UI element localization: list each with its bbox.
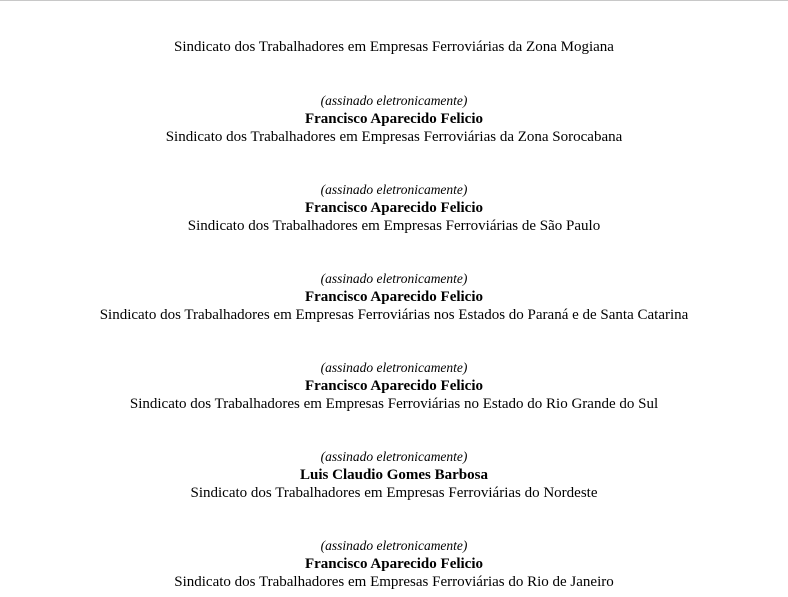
signer-name: Francisco Aparecido Felicio: [304, 289, 484, 305]
signer-name: Luis Claudio Gomes Barbosa: [300, 467, 488, 483]
top-organization: Sindicato dos Trabalhadores em Empresas Ferroviárias da Zona Mogiana: [174, 39, 614, 55]
signature-note: (assinado eletronicamente): [320, 538, 468, 553]
signer-name: Francisco Aparecido Felicio: [304, 378, 484, 394]
signer-organization: Sindicato dos Trabalhadores em Empresas Ferroviárias nos Estados do Paraná e de Santa Catarina: [99, 307, 689, 323]
signer-name: Francisco Aparecido Felicio: [304, 556, 484, 572]
signature-note: (assinado eletronicamente): [320, 93, 468, 108]
signer-organization: Sindicato dos Trabalhadores em Empresas Ferroviárias do Rio de Janeiro: [174, 574, 614, 590]
signer-organization: Sindicato dos Trabalhadores em Empresas Ferroviárias da Zona Sorocabana: [165, 129, 623, 145]
signer-name: Francisco Aparecido Felicio: [304, 111, 484, 127]
signature-note: (assinado eletronicamente): [320, 182, 468, 197]
signer-organization: Sindicato dos Trabalhadores em Empresas Ferroviárias do Nordeste: [190, 485, 598, 501]
page-top-border: [0, 0, 788, 1]
signature-note: (assinado eletronicamente): [320, 449, 468, 464]
signature-note: (assinado eletronicamente): [320, 271, 468, 286]
signer-organization: Sindicato dos Trabalhadores em Empresas Ferroviárias no Estado do Rio Grande do Sul: [129, 396, 659, 412]
signer-name: Francisco Aparecido Felicio: [304, 200, 484, 216]
signature-note: (assinado eletronicamente): [320, 360, 468, 375]
signer-organization: Sindicato dos Trabalhadores em Empresas Ferroviárias de São Paulo: [187, 218, 601, 234]
